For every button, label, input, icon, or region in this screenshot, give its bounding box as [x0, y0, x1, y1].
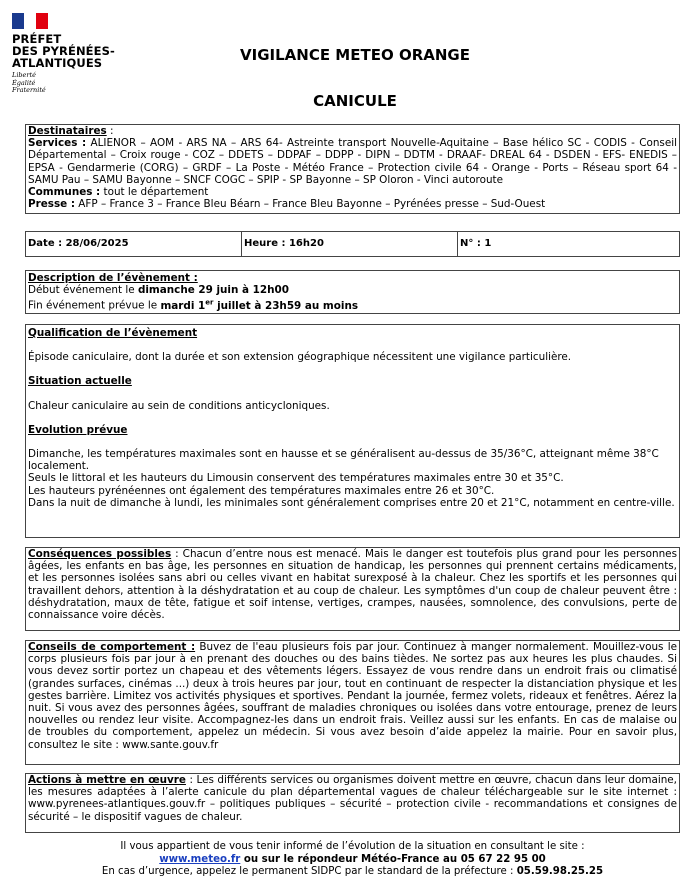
presse-label: Presse :	[28, 198, 75, 211]
heure-cell: Heure : 16h20	[242, 232, 458, 256]
document-subtitle: CANICULE	[313, 92, 397, 110]
evolution-line: Dans la nuit de dimanche à lundi, les minimales sont généralement comprises entre 20 et 21°C, notamment en centre-ville.	[28, 496, 675, 509]
description-label: Description de l’évènement :	[28, 272, 198, 284]
start-time: dimanche 29 juin à 12h00	[137, 284, 289, 297]
destinataires-label: Destinataires	[28, 125, 107, 137]
destinataires-box: Destinataires : Services : ALIENOR – AOM - ARS NA – ARS 64- Astreinte transport Nouvelle-Aquitaine – Base hélico SC - CODIS - Conseil Départemental – Croix rouge - COZ – DDETS – DDPAF – DDPP - DIPN – DDTM - DRAAF- DREAL 64 - DSDEN - EFS- ENEDIS – EPSA - Gendarmerie (CORG) – GRDF – La Poste - Météo France – Protection civile 64 - Orange - Ports – Réseau sport 64 - SAMU Pau – SAMU Bayonne – SNCF COGC – SPIP - SP Bayonne – SP Oloron - Vinci autoroute Communes : tout le département Presse : AFP – France 3 – France Bleu Béarn – France Bleu Bayonne – Pyrénées presse – Sud-Ouest	[25, 124, 680, 214]
services-text: ALIENOR – AOM - ARS NA – ARS 64- Astreinte transport Nouvelle-Aquitaine – Base hélico SC - CODIS - Conseil Départemental – Croix rouge - COZ – DDETS – DDPAF – DDPP - DIPN – DDTM - DRAAF- DREAL 64 - DSDEN - EFS- ENEDIS – EPSA - Gendarmerie (CORG) – GRDF – La Poste - Météo France – Protection civile 64 - Orange - Ports – Réseau sport 64 - SAMU Pau – SAMU Bayonne – SNCF COGC – SPIP - SP Bayonne – SP Oloron - Vinci autoroute	[28, 137, 678, 186]
situation-text: Chaleur caniculaire au sein de conditions anticycloniques.	[28, 399, 330, 412]
conseils-text: Buvez de l'eau plusieurs fois par jour. Continuez à manger normalement. Mouillez-vous le corps plusieurs fois par jour à en prenant des douches ou des bains tièdes. Ne sortez pas aux heures les plus chaudes. Si vous devez sortir portez un chapeau et des vêtements légers. Essayez de vous rendre dans un endroit frais ou climatisé (grandes surfaces, cinémas ...) deux à trois heures par jour, tout en continuant de respecter la distanciation physique et les gestes barrière. Limitez vos activités physiques et sportives. Pendant la journée, fermez volets, rideaux et fenêtres. Aérez la nuit. Si vous avez des personnes âgées, souffrant de maladies chroniques ou isolées dans votre entourage, prenez de leurs nouvelles ou rendez leur visite. Accompagnez-les dans un endroit frais. Veillez aussi sur les enfants. En cas de malaise ou de troubles du comportement, appelez un médecin. Si vous avez besoin d’aide appelez la mairie. Pour en savoir plus, consultez le site : www.sante.gouv.fr	[28, 641, 677, 751]
actions-label: Actions à mettre en œuvre	[28, 774, 186, 786]
evolution-line: Les hauteurs pyrénéennes ont également des températures maximales entre 26 et 30°C.	[28, 484, 495, 497]
marianne-flag-icon	[12, 13, 48, 29]
evolution-line: Seuls le littoral et les hauteurs du Limousin conservent des températures maximales entre 30 et 35°C.	[28, 472, 564, 485]
meteo-link[interactable]: www.meteo.fr	[159, 853, 241, 865]
footer-line-1: Il vous appartient de vous tenir informé de l’évolution de la situation en consultant le site :	[120, 841, 585, 852]
date-row	[25, 231, 680, 257]
evolution-line: Dimanche, les températures maximales sont en hausse et se généralisent au-dessus de 35/36°C, atteignant même 38°C localement.	[28, 448, 659, 473]
description-box: Description de l’évènement : Début événement le dimanche 29 juin à 12h00 Fin événement prévue le mardi 1er juillet à 23h59 au moins	[25, 270, 680, 314]
communes-text: tout le département	[100, 186, 209, 199]
end-time: mardi 1er juillet à 23h59 au moins	[160, 298, 359, 312]
conseils-label: Conseils de comportement :	[28, 641, 196, 653]
footer	[25, 841, 680, 879]
footer-line-2: ou sur le répondeur Météo-France au 05 67 22 95 00	[240, 853, 546, 865]
qualification-label: Qualification de l’évènement	[28, 327, 198, 339]
prefet-label: PRÉFET DES PYRÉNÉES- ATLANTIQUES	[12, 32, 115, 70]
qualification-text: Épisode caniculaire, dont la durée et son extension géographique nécessitent une vigilance particulière.	[28, 351, 572, 364]
actions-box	[25, 773, 680, 833]
conseils-box	[25, 640, 680, 765]
document-title: VIGILANCE METEO ORANGE	[240, 46, 470, 64]
communes-label: Communes :	[28, 186, 101, 199]
motto: Liberté Égalité Fraternité	[12, 71, 46, 94]
situation-label: Situation actuelle	[28, 375, 132, 388]
actions-text: : Les différents services ou organismes doivent mettre en œuvre, chacun dans leur domaine, les mesures adaptées à l’alerte canicule du plan départemental vagues de chaleur téléchargeable sur le site internet : www.pyrenees-atlantiques.gouv.fr – politiques publiques – sécurité – protection civile - recommandations et consignes de sécurité – le dispositif vagues de chaleur.	[28, 774, 677, 823]
evolution-label: Evolution prévue	[28, 423, 128, 436]
date-cell: Date : 28/06/2025	[26, 232, 242, 256]
prefecture-logo	[12, 13, 122, 95]
sidpc-phone: 05.59.98.25.25	[516, 866, 604, 877]
numero-cell: N° : 1	[460, 237, 492, 249]
footer-line-3: En cas d’urgence, appelez le permanent SIDPC par le standard de la préfecture :	[101, 866, 517, 877]
qualification-box	[25, 324, 680, 538]
presse-text: AFP – France 3 – France Bleu Béarn – France Bleu Bayonne – Pyrénées presse – Sud-Ouest	[74, 198, 546, 211]
consequences-label: Conséquences possibles	[28, 548, 172, 560]
consequences-box	[25, 547, 680, 631]
consequences-text: : Chacun d’entre nous est menacé. Mais le danger est toutefois plus grand pour les personnes âgées, les enfants en bas âge, les personnes en situation de handicap, les personnes qui prennent certains médicaments, et les personnes isolées sans abri ou celles vivant en habitat surexposé à la chaleur. Chez les sportifs et les personnes qui travaillent dehors, attention à la déshydratation et au coup de chaleur. Les symptômes d'un coup de chaleur peuvent être : déshydratation, maux de tête, fatigue et soif intense, vertiges, crampes, nausées, somnolence, des convulsions, perte de connaissance voire décès.	[28, 548, 677, 622]
services-label: Services :	[28, 137, 87, 150]
